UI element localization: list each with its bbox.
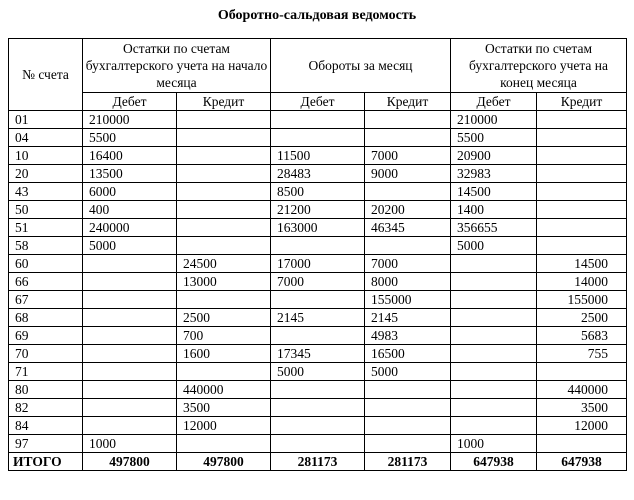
cell-turnover-credit: 9000 [365,165,451,183]
cell-turnover-credit: 8000 [365,273,451,291]
header-closing-balance: Остатки по счетам бухгалтерского учета на конец месяца [451,39,627,93]
cell-turnover-debit: 5000 [271,363,365,381]
cell-closing-debit: 14500 [451,183,537,201]
cell-closing-credit [537,363,627,381]
cell-closing-credit: 2500 [537,309,627,327]
cell-opening-debit: 5500 [83,129,177,147]
cell-closing-debit [451,417,537,435]
cell-closing-credit: 3500 [537,399,627,417]
cell-opening-debit: 5000 [83,237,177,255]
total-account: ИТОГО [9,453,83,471]
cell-closing-debit: 32983 [451,165,537,183]
cell-turnover-credit: 20200 [365,201,451,219]
cell-opening-credit: 13000 [177,273,271,291]
cell-closing-credit: 14000 [537,273,627,291]
header-turnover: Обороты за месяц [271,39,451,93]
table-row [9,219,627,237]
total-opening-debit: 497800 [83,453,177,471]
cell-closing-credit [537,111,627,129]
cell-opening-debit [83,399,177,417]
cell-closing-credit: 14500 [537,255,627,273]
table-row [9,255,627,273]
cell-turnover-credit: 5000 [365,363,451,381]
table-row [9,111,627,129]
cell-opening-credit [177,111,271,129]
cell-closing-debit [451,273,537,291]
header-turnover-debit: Дебет [271,93,365,111]
cell-closing-debit [451,363,537,381]
table-row [9,435,627,453]
cell-closing-credit: 155000 [537,291,627,309]
cell-opening-credit: 2500 [177,309,271,327]
cell-closing-debit: 210000 [451,111,537,129]
header-opening-balance: Остатки по счетам бухгалтерского учета на начало месяца [83,39,271,93]
cell-account: 97 [9,435,83,453]
cell-opening-credit: 1600 [177,345,271,363]
cell-closing-credit [537,129,627,147]
cell-account: 51 [9,219,83,237]
cell-closing-credit [537,201,627,219]
table-row [9,381,627,399]
cell-closing-debit: 1400 [451,201,537,219]
cell-turnover-debit [271,399,365,417]
total-closing-debit: 647938 [451,453,537,471]
cell-opening-debit [83,327,177,345]
cell-closing-debit: 5000 [451,237,537,255]
cell-turnover-debit [271,417,365,435]
cell-turnover-credit: 7000 [365,255,451,273]
header-account: № счета [9,39,83,111]
cell-closing-debit [451,381,537,399]
cell-opening-debit: 400 [83,201,177,219]
cell-account: 66 [9,273,83,291]
cell-turnover-debit: 17345 [271,345,365,363]
cell-account: 04 [9,129,83,147]
total-turnover-debit: 281173 [271,453,365,471]
cell-opening-debit: 6000 [83,183,177,201]
total-opening-credit: 497800 [177,453,271,471]
cell-opening-debit [83,291,177,309]
cell-opening-credit [177,183,271,201]
cell-closing-credit: 12000 [537,417,627,435]
cell-closing-debit: 20900 [451,147,537,165]
cell-account: 58 [9,237,83,255]
header-opening-credit: Кредит [177,93,271,111]
cell-opening-debit: 13500 [83,165,177,183]
cell-closing-credit [537,147,627,165]
cell-turnover-credit: 46345 [365,219,451,237]
cell-turnover-debit [271,111,365,129]
cell-turnover-credit: 155000 [365,291,451,309]
cell-closing-debit [451,255,537,273]
table-row [9,129,627,147]
header-closing-debit: Дебет [451,93,537,111]
cell-turnover-debit [271,435,365,453]
cell-closing-debit [451,309,537,327]
cell-opening-debit: 1000 [83,435,177,453]
cell-turnover-debit: 17000 [271,255,365,273]
cell-account: 84 [9,417,83,435]
table-row [9,417,627,435]
cell-turnover-debit: 21200 [271,201,365,219]
cell-opening-debit [83,363,177,381]
cell-closing-debit: 356655 [451,219,537,237]
cell-turnover-debit: 11500 [271,147,365,165]
table-row [9,327,627,345]
cell-opening-credit: 440000 [177,381,271,399]
cell-closing-debit: 5500 [451,129,537,147]
table-row [9,147,627,165]
cell-turnover-debit [271,237,365,255]
cell-turnover-credit: 4983 [365,327,451,345]
cell-closing-credit [537,435,627,453]
cell-opening-debit [83,309,177,327]
cell-turnover-credit [365,237,451,255]
cell-account: 80 [9,381,83,399]
table-row [9,363,627,381]
cell-turnover-debit [271,381,365,399]
table-row [9,201,627,219]
cell-turnover-debit [271,129,365,147]
cell-turnover-debit [271,291,365,309]
cell-turnover-credit [365,111,451,129]
cell-closing-credit: 755 [537,345,627,363]
cell-opening-debit [83,255,177,273]
cell-opening-credit [177,363,271,381]
table-row [9,291,627,309]
cell-closing-credit [537,237,627,255]
cell-opening-credit [177,147,271,165]
total-row [9,453,627,471]
cell-opening-credit: 700 [177,327,271,345]
cell-closing-debit [451,291,537,309]
cell-opening-debit: 16400 [83,147,177,165]
cell-account: 71 [9,363,83,381]
cell-turnover-credit [365,129,451,147]
cell-closing-debit [451,345,537,363]
cell-turnover-debit [271,327,365,345]
cell-closing-credit [537,219,627,237]
cell-account: 70 [9,345,83,363]
header-closing-credit: Кредит [537,93,627,111]
cell-turnover-credit [365,399,451,417]
table-row [9,399,627,417]
page-title: Оборотно-сальдовая ведомость [217,8,417,23]
cell-account: 20 [9,165,83,183]
cell-turnover-credit [365,183,451,201]
cell-turnover-debit: 7000 [271,273,365,291]
cell-opening-credit: 24500 [177,255,271,273]
header-turnover-credit: Кредит [365,93,451,111]
cell-opening-credit [177,201,271,219]
header-opening-debit: Дебет [83,93,177,111]
cell-account: 82 [9,399,83,417]
cell-opening-debit: 240000 [83,219,177,237]
cell-turnover-credit: 16500 [365,345,451,363]
cell-closing-debit: 1000 [451,435,537,453]
cell-opening-debit: 210000 [83,111,177,129]
cell-account: 68 [9,309,83,327]
cell-turnover-credit: 2145 [365,309,451,327]
cell-opening-credit [177,237,271,255]
cell-opening-credit [177,219,271,237]
cell-turnover-debit: 8500 [271,183,365,201]
cell-turnover-credit [365,435,451,453]
cell-opening-debit [83,381,177,399]
cell-closing-credit [537,165,627,183]
cell-opening-credit [177,291,271,309]
cell-closing-debit [451,327,537,345]
cell-opening-credit: 12000 [177,417,271,435]
cell-closing-debit [451,399,537,417]
cell-turnover-debit: 163000 [271,219,365,237]
cell-account: 69 [9,327,83,345]
cell-opening-debit [83,417,177,435]
total-turnover-credit: 281173 [365,453,451,471]
cell-turnover-credit [365,381,451,399]
table-row [9,273,627,291]
cell-closing-credit [537,183,627,201]
cell-opening-credit [177,129,271,147]
table-row [9,165,627,183]
table-row [9,309,627,327]
cell-turnover-credit: 7000 [365,147,451,165]
cell-turnover-debit: 2145 [271,309,365,327]
cell-opening-credit: 3500 [177,399,271,417]
cell-turnover-debit: 28483 [271,165,365,183]
cell-opening-credit [177,165,271,183]
cell-turnover-credit [365,417,451,435]
cell-account: 43 [9,183,83,201]
table-row [9,345,627,363]
cell-opening-credit [177,435,271,453]
cell-opening-debit [83,345,177,363]
cell-account: 67 [9,291,83,309]
cell-account: 60 [9,255,83,273]
cell-opening-debit [83,273,177,291]
table-row [9,237,627,255]
cell-closing-credit: 5683 [537,327,627,345]
table-row [9,183,627,201]
total-closing-credit: 647938 [537,453,627,471]
cell-account: 01 [9,111,83,129]
cell-account: 50 [9,201,83,219]
cell-account: 10 [9,147,83,165]
balance-sheet-table [8,38,627,471]
cell-closing-credit: 440000 [537,381,627,399]
